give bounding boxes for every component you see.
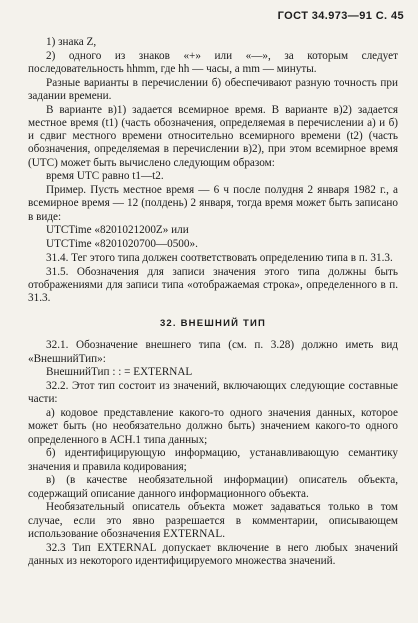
section-heading: 32. ВНЕШНИЙ ТИП <box>159 318 267 330</box>
page-body <box>28 36 398 568</box>
paragraph: В варианте в)1) задается всемирное время. В варианте в)2) задается местное время (t1) (часть обозначения, определяемая в перечислении а) и б) и сдвиг местного времени относительно всемирного времени (t2) (часть обозначения, определяемая в перечислении в)2), при этом всемирное время (UTC) может быть вычислено следующим образом: <box>28 103 398 169</box>
example-paragraph: Пример. Пусть местное время — 6 ч после полудня 2 января 1982 г., а всемирное время — 12 (полдень) 2 января, тогда время может быть записано в виде: <box>28 184 398 223</box>
formula-line: ВнешнийТип : : = EXTERNAL <box>46 366 193 379</box>
paragraph: Разные варианты в перечислении б) обеспечивают разную точность при задании времени. <box>28 76 398 102</box>
paragraph: 32.2. Этот тип состоит из значений, включающих следующие составные части: <box>28 380 398 406</box>
paragraph: 32.1. Обозначение внешнего типа (см. п. 3.28) должно иметь вид «ВнешнийТип»: <box>28 339 398 365</box>
paragraph: 31.5. Обозначения для записи значения этого типа должны быть отображениями для записи типа «отображаемая строка», определенного в п. 31.3. <box>28 265 398 305</box>
example-line: UTCTime «8201020700—0500». <box>46 238 198 251</box>
list-item: а) кодовое представление какого-то одного значения данных, которое может быть (но необязательно должно быть) значением какого-то одного определенного в АСН.1 типа данных; <box>28 407 398 446</box>
paragraph: 31.4. Тег этого типа должен соответствовать определению типа в п. 31.3. <box>46 252 393 264</box>
paragraph: 2) одного из знаков «+» или «—», за которым следует последовательность hhmm, где hh — часы, а mm — минуты. <box>28 49 398 75</box>
page-header: ГОСТ 34.973—91 С. 45 <box>277 10 404 22</box>
formula-line: время UTC равно t1—t2. <box>46 170 164 183</box>
paragraph: 32.3 Тип EXTERNAL допускает включение в него любых значений данных из некоторого идентифицируемого множества значений. <box>28 541 398 567</box>
example-line: UTCTime «8201021200Z» или <box>46 224 189 237</box>
list-item: б) идентифицирующую информацию, устанавливающую семантику значения и правила кодирования; <box>28 447 398 473</box>
list-item: в) (в качестве необязательной информации) описатель объекта, содержащий описание данного информационного объекта. <box>28 474 398 500</box>
paragraph: Необязательный описатель объекта может задаваться только в том случае, если это явно разрешается в комментарии, описывающем использование обозначения EXTERNAL. <box>28 501 398 540</box>
paragraph: 1) знака Z, <box>46 36 97 48</box>
